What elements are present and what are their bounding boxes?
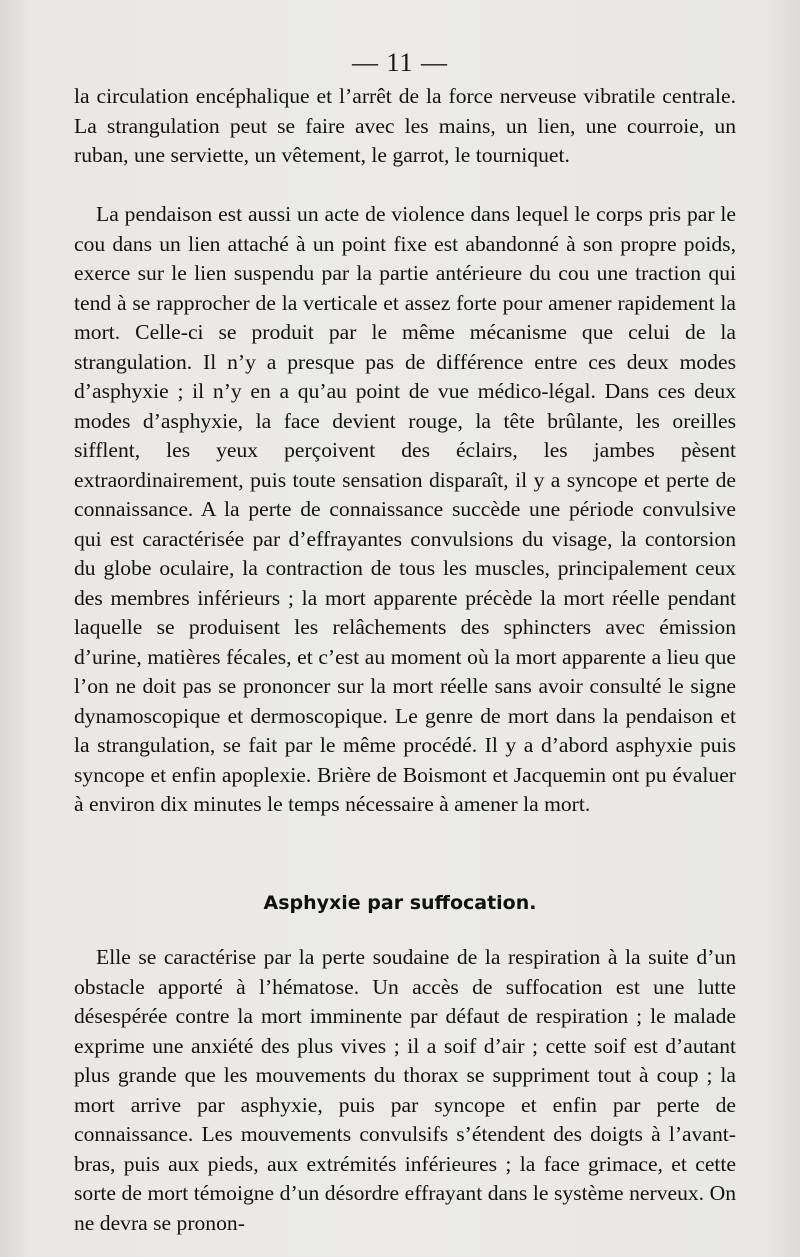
text-block-top xyxy=(74,82,736,171)
text-block-pendaison xyxy=(74,200,736,820)
paragraph: La pendaison est aussi un acte de violence dans lequel le corps pris par le cou dans un lien attaché à un point fixe est abandonné à son propre poids, exerce sur le lien suspendu par la partie antérieure du cou une traction qui tend à se rapprocher de la verticale et assez forte pour amener rapidement la mort. Celle-ci se produit par le même mécanisme que celui de la strangulation. Il n’y a presque pas de différence entre ces deux modes d’asphyxie ; il n’y en a qu’au point de vue médico-légal. Dans ces deux modes d’asphyxie, la face devient rouge, la tête brûlante, les oreilles sifflent, les yeux perçoivent des éclairs, les jambes pèsent extraordinairement, puis toute sensation disparaît, il y a syncope et perte de connaissance. A la perte de connaissance succède une période convulsive qui est caractérisée par d’effrayantes convulsions du visage, la contorsion du globe oculaire, la contraction de tous les muscles, principalement ceux des membres inférieurs ; la mort apparente précède la mort réelle pendant laquelle se produisent les relâchements des sphincters avec émission d’urine, matières fécales, et c’est au moment où la mort apparente a lieu que l’on ne doit pas se prononcer sur la mort réelle sans avoir consulté le signe dynamoscopique et dermoscopique. Le genre de mort dans la pendaison et la strangulation, se fait par le même procédé. Il y a d’abord asphyxie puis syncope et enfin apoplexie. Brière de Boismont et Jacquemin ont pu évaluer à environ dix minutes le temps nécessaire à amener la mort. xyxy=(74,202,736,816)
page-number: — 11 — xyxy=(351,48,449,77)
section-heading: Asphyxie par suffocation. xyxy=(263,892,537,914)
paragraph: la circulation encéphalique et l’arrêt de la force nerveuse vibratile centrale. La strangulation peut se faire avec les mains, un lien, une courroie, un ruban, une serviette, un vêtement, le garrot, le tourniquet. xyxy=(74,84,736,167)
paragraph: Elle se caractérise par la perte soudaine de la respiration à la suite d’un obstacle apporté à l’hématose. Un accès de suffocation est une lutte désespérée contre la mort imminente par défaut de respiration ; le malade exprime une anxiété des plus vives ; il a soif d’air ; cette soif est d’autant plus grande que les mouvements du thorax se suppriment tout à coup ; la mort arrive par asphyxie, puis par syncope et enfin par perte de connaissance. Les mouvements convulsifs s’étendent des doigts à l’avant-bras, puis aux pieds, aux extrémités inférieures ; la face grimace, et cette sorte de mort témoigne d’un désordre effrayant dans le système nerveux. On ne devra se pronon- xyxy=(74,945,736,1235)
text-block-suffocation xyxy=(74,943,736,1238)
